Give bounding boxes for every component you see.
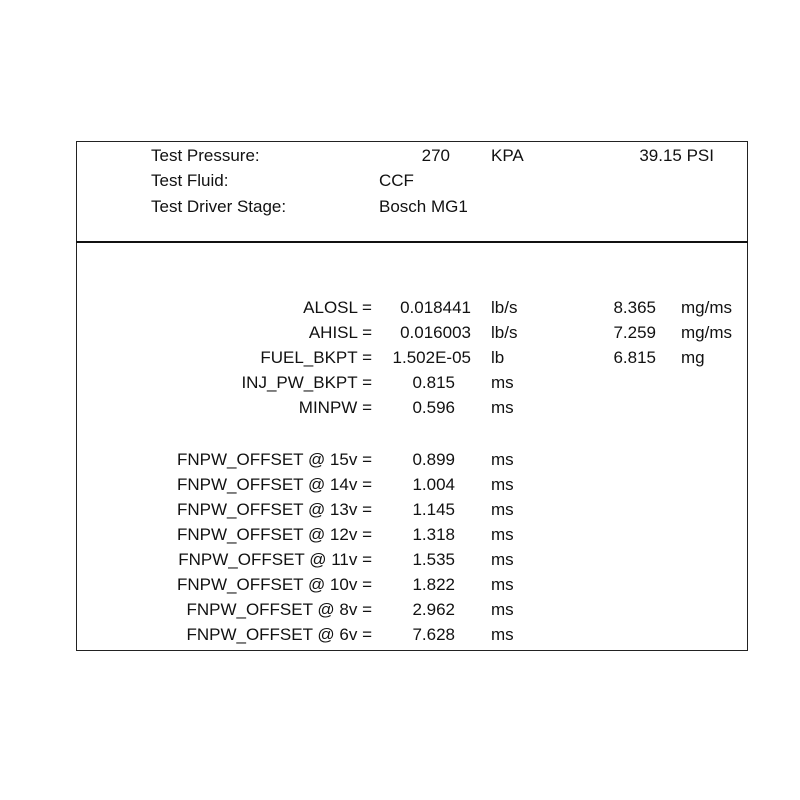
offset-label-15v: FNPW_OFFSET @ 15v = — [176, 450, 372, 469]
header-divider — [76, 241, 748, 243]
offset-unit-8v: ms — [491, 600, 514, 619]
param-alt-unit-alosl: mg/ms — [681, 298, 732, 317]
offset-unit-13v: ms — [491, 500, 514, 519]
offset-value-12v: 1.318 — [412, 525, 455, 544]
offset-label-11v: FNPW_OFFSET @ 11v = — [178, 550, 372, 569]
test-driver-stage-value: Bosch MG1 — [379, 197, 468, 216]
param-value-minpw: 0.596 — [412, 398, 455, 417]
test-pressure-psi: 39.15 PSI — [639, 146, 714, 165]
offset-label-6v: FNPW_OFFSET @ 6v = — [186, 625, 372, 644]
offset-value-8v: 2.962 — [412, 600, 455, 619]
param-label-fuel-bkpt: FUEL_BKPT = — [260, 348, 372, 367]
offset-value-11v: 1.535 — [412, 550, 455, 569]
offset-unit-11v: ms — [491, 550, 514, 569]
offset-unit-15v: ms — [491, 450, 514, 469]
param-value-inj-pw-bkpt: 0.815 — [412, 373, 455, 392]
offset-value-15v: 0.899 — [412, 450, 455, 469]
param-unit-alosl: lb/s — [491, 298, 518, 317]
param-value-ahisl: 0.016003 — [400, 323, 471, 342]
test-pressure-unit: KPA — [491, 146, 524, 165]
param-unit-fuel-bkpt: lb — [491, 348, 505, 367]
offset-label-12v: FNPW_OFFSET @ 12v = — [176, 525, 372, 544]
offset-value-13v: 1.145 — [412, 500, 455, 519]
test-pressure-value: 270 — [421, 146, 450, 165]
offset-label-13v: FNPW_OFFSET @ 13v = — [176, 500, 372, 519]
offset-unit-10v: ms — [491, 575, 514, 594]
offset-unit-12v: ms — [491, 525, 514, 544]
offset-unit-14v: ms — [491, 475, 514, 494]
test-fluid-label: Test Fluid: — [151, 171, 229, 190]
param-label-alosl: ALOSL = — [303, 298, 372, 317]
param-unit-inj-pw-bkpt: ms — [491, 373, 514, 392]
offset-label-8v: FNPW_OFFSET @ 8v = — [186, 600, 372, 619]
offset-label-10v: FNPW_OFFSET @ 10v = — [176, 575, 372, 594]
param-label-minpw: MINPW = — [298, 398, 372, 417]
param-alt-value-ahisl: 7.259 — [613, 323, 656, 342]
param-value-fuel-bkpt: 1.502E-05 — [392, 348, 471, 367]
param-unit-ahisl: lb/s — [491, 323, 518, 342]
test-driver-stage-label: Test Driver Stage: — [151, 197, 287, 216]
test-fluid-value: CCF — [379, 171, 414, 190]
param-alt-value-fuel-bkpt: 6.815 — [613, 348, 656, 367]
test-pressure-label: Test Pressure: — [151, 146, 260, 165]
param-alt-unit-fuel-bkpt: mg — [681, 348, 705, 367]
param-alt-value-alosl: 8.365 — [613, 298, 656, 317]
offset-label-14v: FNPW_OFFSET @ 14v = — [176, 475, 372, 494]
param-label-inj-pw-bkpt: INJ_PW_BKPT = — [241, 373, 372, 392]
offset-unit-6v: ms — [491, 625, 514, 644]
param-label-ahisl: AHISL = — [308, 323, 372, 342]
offset-value-10v: 1.822 — [412, 575, 455, 594]
param-alt-unit-ahisl: mg/ms — [681, 323, 732, 342]
offset-value-6v: 7.628 — [412, 625, 455, 644]
param-unit-minpw: ms — [491, 398, 514, 417]
param-value-alosl: 0.018441 — [400, 298, 471, 317]
offset-value-14v: 1.004 — [412, 475, 455, 494]
